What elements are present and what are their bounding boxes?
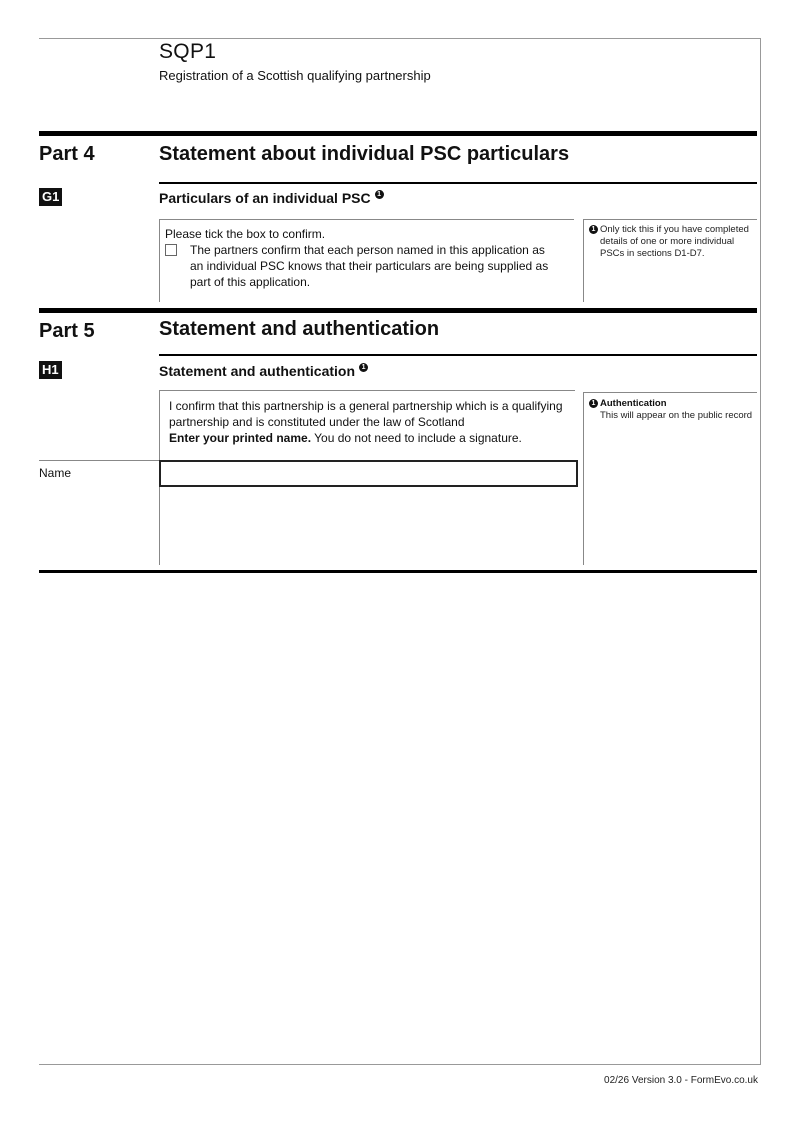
g1-instruction: Please tick the box to confirm. [165,227,326,241]
part5-label: Part 5 [39,320,95,342]
part5-top-rule [39,308,757,313]
g1-checkbox-text: The partners confirm that each person named in this application as an individual PSC knows that their particulars are being supplied as part of this application. [190,243,549,289]
part4-top-rule [39,131,757,136]
h1-statement: I confirm that this partnership is a general partnership which is a qualifying partnership and is constituted under the law of Scotland [169,399,563,429]
h1-note-top [583,392,757,393]
psc-confirm-checkbox[interactable] [165,244,177,256]
section-g1-title-text: Particulars of an individual PSC [159,190,371,206]
note-info-icon: 1 [589,399,598,408]
h1-note [589,398,753,422]
page-bottom-rule [39,1064,761,1065]
info-icon: 1 [359,363,368,372]
footer-version: 02/26 Version 3.0 - FormEvo.co.uk [604,1075,758,1086]
page-top-rule [39,38,761,39]
name-field[interactable] [159,460,578,487]
section-g1-rule [159,182,757,184]
section-h1-title-text: Statement and authentication [159,363,356,379]
part5-title: Statement and authentication [159,318,440,340]
g1-note-text: Only tick this if you have completed details of one or more individual PSCs in sections D1-D7. [600,224,749,259]
section-g1-badge: G1 [39,188,62,206]
form-subtitle: Registration of a Scottish qualifying partnership [159,68,431,83]
name-row-rule [39,460,159,461]
h1-box-top [159,390,575,391]
h1-note-text: This will appear on the public record [600,410,753,421]
h1-enter-name-bold: Enter your printed name. [169,431,312,445]
h1-enter-name [169,430,569,446]
form-code: SQP1 [159,40,217,63]
g1-note [589,224,753,260]
note-info-icon: 1 [589,225,598,234]
g1-note-left [583,219,584,302]
g1-box-top [159,219,574,220]
g1-box-left [159,219,160,302]
part4-label: Part 4 [39,143,95,165]
h1-enter-name-rest: You do not need to include a signature. [311,431,522,445]
section-g1-title [159,190,384,206]
h1-note-left [583,392,584,565]
h1-note-title: Authentication [600,398,667,409]
g1-note-top [583,219,757,220]
section-h1-badge: H1 [39,361,62,379]
section-h1-rule [159,354,757,356]
part5-bottom-rule [39,570,757,573]
section-h1-title [159,363,368,379]
part4-title: Statement about individual PSC particulars [159,143,570,165]
name-label: Name [39,466,72,480]
page-right-border [760,38,761,1065]
info-icon: 1 [375,190,384,199]
